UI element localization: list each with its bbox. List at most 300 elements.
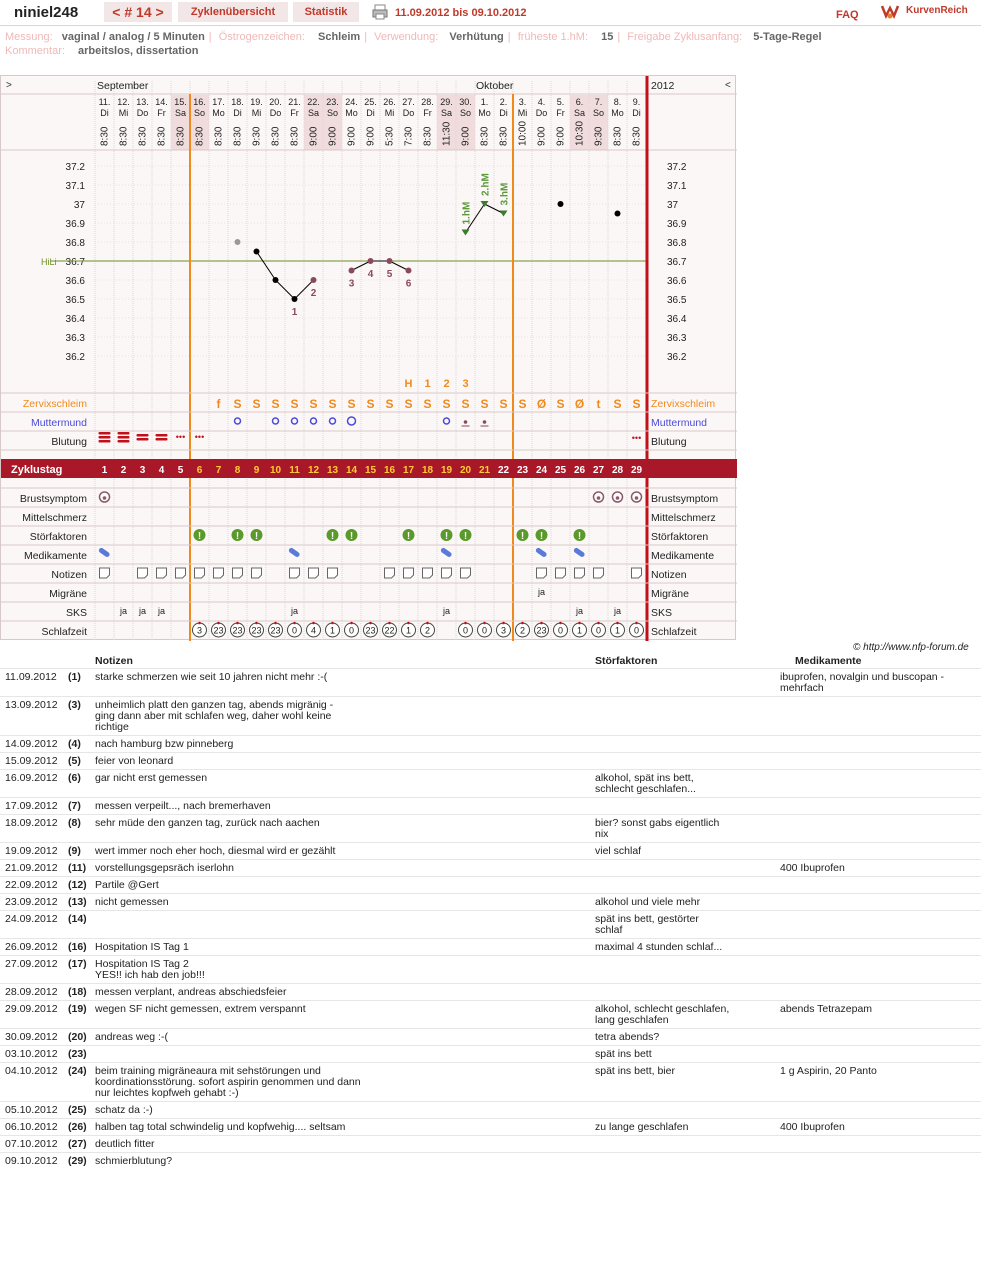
sleep-clock-marker [217, 622, 220, 625]
temp-point [292, 296, 298, 302]
time-label: 8:30 [232, 126, 244, 146]
note-cycle-day: (17) [68, 958, 87, 970]
disturbance-mark: ! [349, 531, 354, 542]
mucus-symbol: Ø [574, 397, 585, 411]
row-label: Medikamente [23, 550, 87, 562]
temp-axis-label-right: 37.2 [667, 162, 687, 173]
row-label-right: Blutung [651, 436, 687, 448]
disturbance-mark: ! [254, 531, 259, 542]
day-number: 13. [136, 97, 149, 107]
temp-axis-label: 36.6 [65, 276, 85, 287]
sleep-time-value: 23 [213, 625, 224, 636]
cycle-day-number: 28 [611, 465, 624, 476]
weekday-label: Fr [556, 108, 565, 118]
weekday-label: Sa [174, 108, 187, 118]
note-disturbance: viel schlaf [595, 845, 642, 857]
temp-point [311, 277, 317, 283]
printer-icon[interactable] [372, 4, 388, 20]
note-disturbance: zu lange geschlafen [595, 1121, 689, 1133]
note-icon [252, 568, 262, 578]
mucus-symbol: S [461, 397, 470, 411]
cervix-circle [330, 418, 336, 424]
cycle-day-number: 23 [516, 465, 529, 476]
temp-axis-label-right: 36.6 [667, 276, 687, 287]
note-text: sehr müde den ganzen tag, zurück nach aachen [95, 817, 320, 829]
notes-table-row [0, 735, 981, 752]
temp-axis-label: 36.7 [65, 257, 85, 268]
cycle-day-number: 29 [630, 465, 643, 476]
sleep-clock-marker [312, 622, 315, 625]
mucus-symbol: S [499, 397, 508, 411]
sleep-clock-marker [502, 622, 505, 625]
row-label: Mittelschmerz [22, 512, 87, 524]
note-disturbance: alkohol, spät ins bett, schlecht geschlafen... [595, 772, 696, 795]
notes-table-row [0, 1152, 981, 1169]
note-medication: abends Tetrazepam [780, 1003, 873, 1015]
note-icon [290, 568, 300, 578]
note-icon [423, 568, 433, 578]
temp-axis-label-right: 37 [667, 200, 679, 211]
day-number: 26. [383, 97, 396, 107]
cycle-day-number: 17 [402, 465, 415, 476]
cervix-circle [273, 418, 279, 424]
note-date: 09.10.2012 [5, 1155, 58, 1167]
sks-value: ja [575, 606, 584, 616]
note-text: unheimlich platt den ganzen tag, abends migränig - ging dann aber mit schlafen weg, daher wohl keine richtige [95, 699, 334, 733]
sleep-time-value: 0 [348, 625, 355, 636]
note-date: 29.09.2012 [5, 1003, 58, 1015]
cycle-day-number: 6 [196, 465, 203, 476]
mucus-symbol: t [596, 397, 601, 411]
mucus-symbol: S [556, 397, 565, 411]
temp-point-high [462, 230, 470, 236]
bleeding-spot: ••• [194, 432, 205, 442]
peak-label: H [404, 378, 413, 390]
day-number: 11. [98, 97, 111, 107]
cycle-day-number: 21 [478, 465, 491, 476]
row-label-right: Migräne [651, 588, 689, 600]
bleeding-bar [99, 436, 111, 439]
high-measure-label: 3.hM [499, 182, 511, 206]
statistics-button[interactable]: Statistik [293, 2, 359, 22]
note-date: 07.10.2012 [5, 1138, 58, 1150]
note-text: wert immer noch eher hoch, diesmal wird er gezählt [95, 845, 336, 857]
note-disturbance: tetra abends? [595, 1031, 660, 1043]
peak-label: 1 [424, 378, 431, 390]
cycle-day-number: 7 [215, 465, 222, 476]
day-number: 19. [250, 97, 263, 107]
cycle-day-number: 15 [364, 465, 377, 476]
day-number: 1. [480, 97, 489, 107]
weekday-label: Mo [345, 108, 358, 118]
sleep-clock-marker [388, 622, 391, 625]
weekday-label: Do [136, 108, 149, 118]
time-label: 9:00 [327, 126, 339, 146]
cervix-circle [444, 418, 450, 424]
disturbance-mark: ! [444, 531, 449, 542]
sleep-time-value: 4 [310, 625, 317, 636]
notes-table-row [0, 876, 981, 893]
time-label: 10:00 [517, 120, 529, 146]
sleep-clock-marker [255, 622, 258, 625]
disturbance-mark: ! [197, 531, 202, 542]
sleep-time-value: 0 [557, 625, 564, 636]
day-number: 8. [613, 97, 622, 107]
note-disturbance: alkohol und viele mehr [595, 896, 701, 908]
time-label: 8:30 [118, 126, 130, 146]
temp-point [273, 277, 279, 283]
temp-point-high [481, 201, 489, 207]
sleep-time-value: 23 [251, 625, 262, 636]
mucus-symbol: S [518, 397, 527, 411]
sleep-time-value: 1 [614, 625, 621, 636]
note-icon [100, 568, 110, 578]
day-number: 7. [594, 97, 603, 107]
estrogen-label: Östrogenzeichen: [218, 31, 305, 43]
estrogen-value: Schleim [318, 31, 361, 43]
sleep-time-value: 2 [519, 625, 526, 636]
time-label: 9:30 [593, 126, 605, 146]
note-cycle-day: (13) [68, 896, 87, 908]
cycle-day-number: 13 [326, 465, 339, 476]
temp-curve-segment [276, 280, 295, 299]
cervix-dot [464, 420, 468, 424]
day-number: 2. [499, 97, 508, 107]
weekday-label: Mi [384, 108, 395, 118]
note-icon [404, 568, 414, 578]
time-label: 8:30 [175, 126, 187, 146]
usage-label: Verwendung: [374, 31, 439, 43]
cycle-day-number: 11 [289, 465, 300, 476]
earliest-hm-value: 15 [601, 31, 614, 43]
weekday-label: Sa [573, 108, 586, 118]
day-number: 28. [421, 97, 434, 107]
sks-value: ja [157, 606, 166, 616]
temp-axis-label: 36.3 [65, 333, 85, 344]
temp-point [558, 201, 564, 207]
note-medication: ibuprofen, novalgin und buscopan - mehrfach [780, 671, 945, 694]
sleep-time-value: 3 [500, 625, 507, 636]
kurvenreich-logo-icon[interactable] [880, 2, 900, 20]
notes-table-row [0, 752, 981, 769]
cycle-day-number: 27 [592, 465, 605, 476]
low-count-label: 6 [405, 278, 412, 290]
disturbance-mark: ! [406, 531, 411, 542]
day-number: 5. [556, 97, 565, 107]
faq-link[interactable]: FAQ [836, 9, 859, 21]
cycle-day-label: Zyklustag [11, 464, 63, 476]
medication-icon [440, 547, 453, 558]
temp-axis-label-right: 36.5 [667, 295, 687, 306]
username[interactable]: niniel248 [14, 4, 79, 21]
note-date: 21.09.2012 [5, 862, 58, 874]
mucus-symbol: S [233, 397, 242, 411]
comment-label: Kommentar: [5, 45, 65, 57]
note-date: 28.09.2012 [5, 986, 58, 998]
note-date: 18.09.2012 [5, 817, 58, 829]
notes-table-row [0, 1000, 981, 1028]
cycle-day-number: 14 [345, 465, 358, 476]
cervix-dot [483, 420, 487, 424]
note-icon [157, 568, 167, 578]
time-label: 9:00 [460, 126, 472, 146]
note-icon [195, 568, 205, 578]
time-label: 8:30 [289, 126, 301, 146]
high-measure-label: 2.hM [480, 173, 492, 196]
cycle-overview-button[interactable]: Zyklenübersicht [178, 2, 288, 22]
note-date: 27.09.2012 [5, 958, 58, 970]
day-number: 30. [459, 97, 472, 107]
bleeding-bar [156, 438, 168, 441]
note-date: 06.10.2012 [5, 1121, 58, 1133]
mucus-symbol: S [480, 397, 489, 411]
note-cycle-day: (4) [68, 738, 81, 750]
time-label: 8:30 [631, 126, 643, 146]
time-label: 9:00 [308, 126, 320, 146]
time-label: 8:30 [612, 126, 624, 146]
note-text: gar nicht erst gemessen [95, 772, 208, 784]
temp-point [406, 268, 412, 274]
mucus-symbol: S [252, 397, 261, 411]
cycle-day-number: 4 [158, 465, 165, 476]
hili-label: HiLi [41, 257, 57, 267]
weekday-label: Do [402, 108, 415, 118]
note-date: 04.10.2012 [5, 1065, 58, 1077]
sks-value: ja [119, 606, 128, 616]
sleep-clock-marker [464, 622, 467, 625]
weekday-label: Mi [517, 108, 528, 118]
mucus-symbol: S [385, 397, 394, 411]
day-number: 4. [537, 97, 546, 107]
mucus-symbol: S [442, 397, 451, 411]
sleep-time-value: 0 [633, 625, 640, 636]
day-number: 23. [326, 97, 339, 107]
note-date: 13.09.2012 [5, 699, 58, 711]
sleep-time-value: 1 [329, 625, 336, 636]
notes-table-row [0, 893, 981, 910]
temp-point [368, 258, 374, 264]
weekday-label: Sa [440, 108, 453, 118]
note-medication: 400 Ibuprofen [780, 1121, 845, 1133]
medication-icon [98, 547, 111, 558]
time-label: 8:30 [213, 126, 225, 146]
breast-symptom-dot [103, 496, 107, 500]
day-number: 18. [231, 97, 244, 107]
weekday-label: Sa [307, 108, 320, 118]
time-label: 9:00 [365, 126, 377, 146]
weekday-label: Do [535, 108, 548, 118]
note-cycle-day: (19) [68, 1003, 87, 1015]
note-icon [461, 568, 471, 578]
sleep-clock-marker [407, 622, 410, 625]
earliest-hm-label: früheste 1.hM: [517, 31, 589, 43]
disturbance-mark: ! [577, 531, 582, 542]
weekday-label: Mo [212, 108, 225, 118]
weekday-label: So [193, 108, 206, 118]
cycle-day-number: 10 [269, 465, 282, 476]
disturbance-mark: ! [235, 531, 240, 542]
time-label: 8:30 [194, 126, 206, 146]
sks-value: ja [290, 606, 299, 616]
cycle-day-number: 1 [101, 465, 108, 476]
mucus-symbol: S [632, 397, 641, 411]
note-icon [138, 568, 148, 578]
temp-axis-label-right: 36.9 [667, 219, 687, 230]
weekday-label: Fr [423, 108, 432, 118]
sleep-time-value: 1 [405, 625, 412, 636]
note-disturbance: alkohol, schlecht geschlafen, lang geschlafen [595, 1003, 730, 1026]
day-number: 12. [117, 97, 130, 107]
notes-table-row [0, 983, 981, 1000]
note-cycle-day: (18) [68, 986, 87, 998]
temp-axis-label: 36.5 [65, 295, 85, 306]
sleep-clock-marker [521, 622, 524, 625]
note-text: andreas weg :-( [95, 1031, 168, 1043]
row-label-right: Brustsymptom [651, 493, 719, 505]
day-number: 29. [440, 97, 453, 107]
notes-table-row [0, 668, 981, 696]
sks-value: ja [138, 606, 147, 616]
comment-value: arbeitslos, dissertation [77, 45, 199, 57]
bleeding-bar [156, 434, 168, 437]
low-count-label: 2 [310, 288, 317, 299]
usage-value: Verhütung [449, 31, 504, 43]
time-label: 7:30 [403, 126, 415, 146]
note-cycle-day: (27) [68, 1138, 87, 1150]
note-text: Hospitation IS Tag 1 [95, 941, 189, 953]
year-label: 2012 [651, 80, 675, 92]
note-text: starke schmerzen wie seit 10 jahren nicht mehr :-( [95, 671, 328, 683]
nav-left-arrow: > [6, 80, 12, 91]
sleep-clock-marker [483, 622, 486, 625]
row-label-right: Störfaktoren [651, 531, 709, 543]
note-icon [442, 568, 452, 578]
sleep-time-value: 23 [365, 625, 376, 636]
cycle-chart [0, 75, 736, 640]
breast-symptom-dot [635, 496, 639, 500]
note-text: feier von leonard [95, 755, 174, 767]
sleep-time-value: 0 [291, 625, 298, 636]
day-number: 9. [632, 97, 641, 107]
cycle-day-number: 8 [234, 465, 241, 476]
note-disturbance: maximal 4 stunden schlaf... [595, 941, 723, 953]
notes-table-row [0, 1045, 981, 1062]
medication-icon [535, 547, 548, 558]
notes-table-row [0, 769, 981, 797]
temp-point-high [500, 211, 508, 217]
notes-table-row [0, 1135, 981, 1152]
cervix-circle [292, 418, 298, 424]
weekday-label: Mi [118, 108, 129, 118]
breast-symptom-dot [616, 496, 620, 500]
row-label-right: Medikamente [651, 550, 715, 562]
weekday-label: Mo [611, 108, 624, 118]
sleep-time-value: 23 [232, 625, 243, 636]
mucus-symbol: S [328, 397, 337, 411]
note-text: vorstellungsgepsräch iserlohn [95, 862, 234, 874]
weekday-label: So [326, 108, 339, 118]
note-disturbance: spät ins bett, bier [595, 1065, 675, 1077]
note-cycle-day: (5) [68, 755, 81, 767]
temp-point [254, 249, 260, 255]
logo-text[interactable]: KurvenReich [906, 5, 968, 16]
bleeding-bar [118, 436, 130, 439]
note-icon [309, 568, 319, 578]
bleeding-bar [118, 432, 130, 435]
notes-table-row [0, 955, 981, 983]
low-count-label: 4 [367, 269, 374, 280]
note-date: 30.09.2012 [5, 1031, 58, 1043]
time-label: 9:30 [251, 126, 263, 146]
bleeding-bar [137, 438, 149, 441]
cycle-day-number: 16 [383, 465, 396, 476]
cycle-day-number: 2 [120, 465, 127, 476]
comment-line [5, 45, 198, 57]
note-icon [632, 568, 642, 578]
time-label: 10:30 [574, 120, 586, 146]
temp-axis-label-right: 36.2 [667, 352, 687, 363]
day-number: 16. [193, 97, 206, 107]
disturbance-mark: ! [539, 531, 544, 542]
sleep-clock-marker [274, 622, 277, 625]
day-number: 24. [345, 97, 358, 107]
row-label: Notizen [51, 569, 87, 581]
time-label: 8:30 [99, 126, 111, 146]
note-date: 05.10.2012 [5, 1104, 58, 1116]
mucus-symbol: S [290, 397, 299, 411]
weekday-label: Di [233, 108, 242, 118]
note-cycle-day: (8) [68, 817, 81, 829]
bleeding-bar [118, 440, 130, 443]
sleep-clock-marker [198, 622, 201, 625]
note-cycle-day: (9) [68, 845, 81, 857]
note-text: messen verpeilt..., nach bremerhaven [95, 800, 271, 812]
temp-axis-label: 36.8 [65, 238, 85, 249]
notes-table-row [0, 1062, 981, 1101]
time-label: 9:00 [536, 126, 548, 146]
time-label: 8:30 [270, 126, 282, 146]
medi-col-header: Medikamente [795, 655, 862, 667]
date-range: 11.09.2012 bis 09.10.2012 [395, 7, 527, 19]
note-text: Partile @Gert [95, 879, 159, 891]
weekday-label: Di [100, 108, 109, 118]
bleeding-spot: ••• [175, 432, 186, 442]
note-date: 03.10.2012 [5, 1048, 58, 1060]
sleep-clock-marker [331, 622, 334, 625]
temp-axis-label: 36.4 [65, 314, 85, 325]
note-medication: 400 Ibuprofen [780, 862, 845, 874]
cycle-day-number: 9 [253, 465, 260, 476]
note-disturbance: bier? sonst gabs eigentlich nix [595, 817, 720, 840]
cycle-nav[interactable]: < # 14 > [104, 2, 172, 22]
cycle-start-value: 5-Tage-Regel [753, 31, 822, 43]
cervix-circle [311, 418, 317, 424]
note-cycle-day: (25) [68, 1104, 87, 1116]
low-count-label: 3 [348, 278, 355, 290]
temp-axis-label: 37 [73, 200, 85, 211]
cycle-day-number: 3 [139, 465, 146, 476]
row-label: SKS [65, 607, 87, 619]
sleep-clock-marker [578, 622, 581, 625]
notes-table-row [0, 910, 981, 938]
migraine-value: ja [537, 587, 546, 597]
cycle-day-number: 18 [421, 465, 434, 476]
note-text: deutlich fitter [95, 1138, 155, 1150]
cycle-day-number: 19 [440, 465, 453, 476]
note-icon [385, 568, 395, 578]
medication-icon [288, 547, 301, 558]
mucus-symbol: S [309, 397, 318, 411]
